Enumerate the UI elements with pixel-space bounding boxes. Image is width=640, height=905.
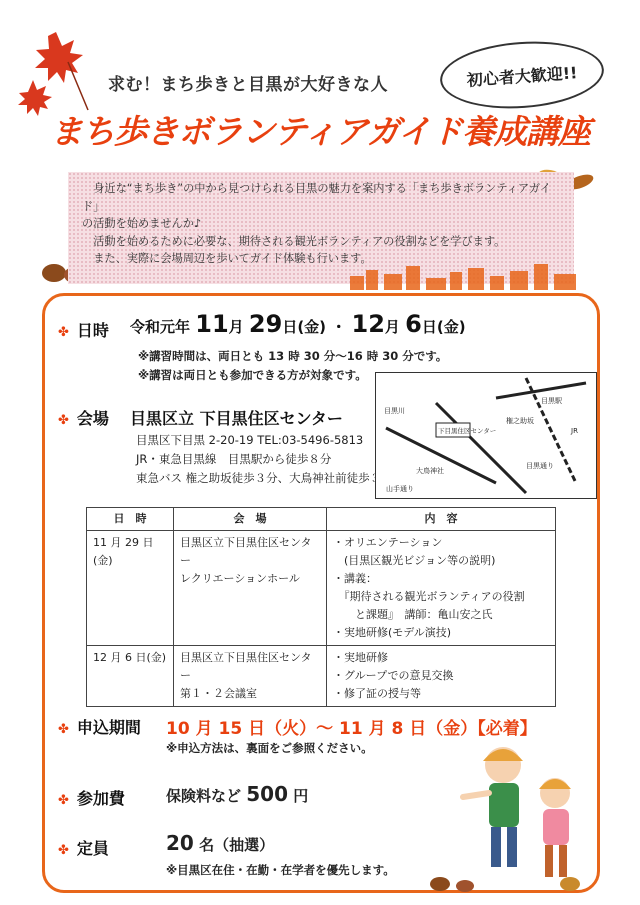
schedule-dates [130,310,466,338]
fee-label: 保険料など [166,787,242,805]
flower-bullet-icon: ✤ [58,325,69,340]
venue-line: レクリエーションホール [180,572,300,585]
map-label-gonnosuke: 権之助坂 [506,417,534,425]
list-item: ・グループでの意見交換 [333,669,454,682]
table-header: 日 時 [87,508,174,531]
venue-line: 第１・２会議室 [180,687,257,700]
table-cell-content [327,646,556,707]
venue-heading-row [58,406,109,429]
capacity-value [166,831,274,855]
intro-line: また、実際に会場周辺を歩いてガイド体験も行います。 [93,252,372,265]
apply-period: 10 月 15 日（火）～ 11 月 8 日（金）【必着】 [166,719,537,739]
list-item: ・実地研修(モデル演技) [333,626,452,639]
intro-line: 身近な“まち歩き”の中から見つけられる目黒の魅力を案内する「まち歩きボランティアガイド」 [82,182,551,213]
capacity-number: 20 [166,831,194,855]
date2-day: 6 [405,310,422,338]
fee-heading: 参加費 [76,789,125,808]
intro-line: の活動を始めませんか♪ [82,217,202,230]
table-cell-date: 12 月 6 日(金) [87,646,174,707]
date1-day: 29 [248,310,283,338]
venue-access-bus: 東急バス 権之助坂徒歩３分、大鳥神社前徒歩３分 [136,471,393,485]
list-item: ・オリエンテーション [333,536,443,549]
map-label-jr: JR [571,427,578,435]
table-header-row [87,508,556,531]
date1-day-unit: 日(金) [282,318,327,336]
program-table [86,507,556,707]
list-item: ・実地研修 [333,651,388,664]
flower-bullet-icon: ✤ [58,722,69,737]
schedule-heading: 日時 [76,321,109,340]
apply-heading-row [58,715,141,738]
capacity-heading-row [58,836,109,859]
town-skyline-decoration [350,262,580,290]
table-header: 会 場 [174,508,327,531]
date1-month: 11 [195,310,229,338]
intro-line: 活動を始めるために必要な、期待される観光ボランティアの役割などを学びます。 [93,234,506,248]
list-item: 『期待される観光ボランティアの役割 [333,590,525,603]
apply-note: ※申込方法は、裏面をご参照ください。 [166,741,373,755]
list-item: ・修了証の授与等 [333,687,421,700]
date1-month-unit: 月 [228,318,244,336]
table-header: 内 容 [327,508,556,531]
venue-name: 目黒区立 下目黒住区センター [130,409,343,428]
fee-value [166,782,308,806]
page-title: まち歩きボランティアガイド養成講座 [49,112,591,151]
map-label-meguro-dori: 目黒通り [526,462,554,470]
chestnuts-bottom-decoration [420,868,600,898]
map-label-center: 下目黒住区センター [438,427,497,435]
date2-month: 12 [351,310,385,338]
venue-heading: 会場 [76,409,109,428]
schedule-note-time: ※講習時間は、両日とも 13 時 30 分～16 時 30 分です。 [138,349,448,363]
flower-bullet-icon: ✤ [58,413,69,428]
venue-line: 目黒区立下目黒住区センター [180,536,312,567]
fee-amount: 500 [246,782,288,806]
era: 令和元年 [130,318,191,336]
list-item: ・講義： [333,572,377,585]
flower-bullet-icon: ✤ [58,843,69,858]
fee-heading-row [58,786,125,809]
list-item: (目黒区観光ビジョン等の説明) [333,554,496,567]
date-separator: ・ [331,318,347,336]
capacity-heading: 定員 [76,839,109,858]
table-cell-date: 11 月 29 日(金) [87,531,174,646]
beginners-welcome-badge: 初心者大歓迎!! [438,36,606,113]
map-label-yamate: 山手通り [386,485,414,493]
capacity-note: ※目黒区在住・在勤・在学者を優先します。 [166,863,395,877]
list-item: と課題』 講師：亀山安之氏 [333,608,493,621]
table-cell-venue [174,646,327,707]
map-label-river: 目黒川 [384,407,405,415]
capacity-unit: 名（抽選） [199,836,275,854]
date2-day-unit: 日(金) [421,318,466,336]
table-row [87,531,556,646]
venue-access-train: JR・東急目黒線 目黒駅から徒歩８分 [136,452,332,466]
flower-bullet-icon: ✤ [58,793,69,808]
date2-month-unit: 月 [384,318,400,336]
venue-address: 目黒区下目黒 2-20-19 TEL:03-5496-5813 [136,433,364,447]
schedule-note-attendance: ※講習は両日とも参加できる方が対象です。 [138,368,367,382]
tagline: 求む！まち歩きと目黒が大好きな人 [108,75,388,95]
table-cell-venue [174,531,327,646]
table-row [87,646,556,707]
venue-map [375,372,597,499]
map-label-otori: 大鳥神社 [416,467,444,475]
schedule-heading-row [58,318,109,341]
table-cell-content [327,531,556,646]
venue-line: 目黒区立下目黒住区センター [180,651,312,682]
map-label-station: 目黒駅 [541,397,562,405]
fee-unit: 円 [293,787,309,805]
apply-heading: 申込期間 [76,718,141,737]
